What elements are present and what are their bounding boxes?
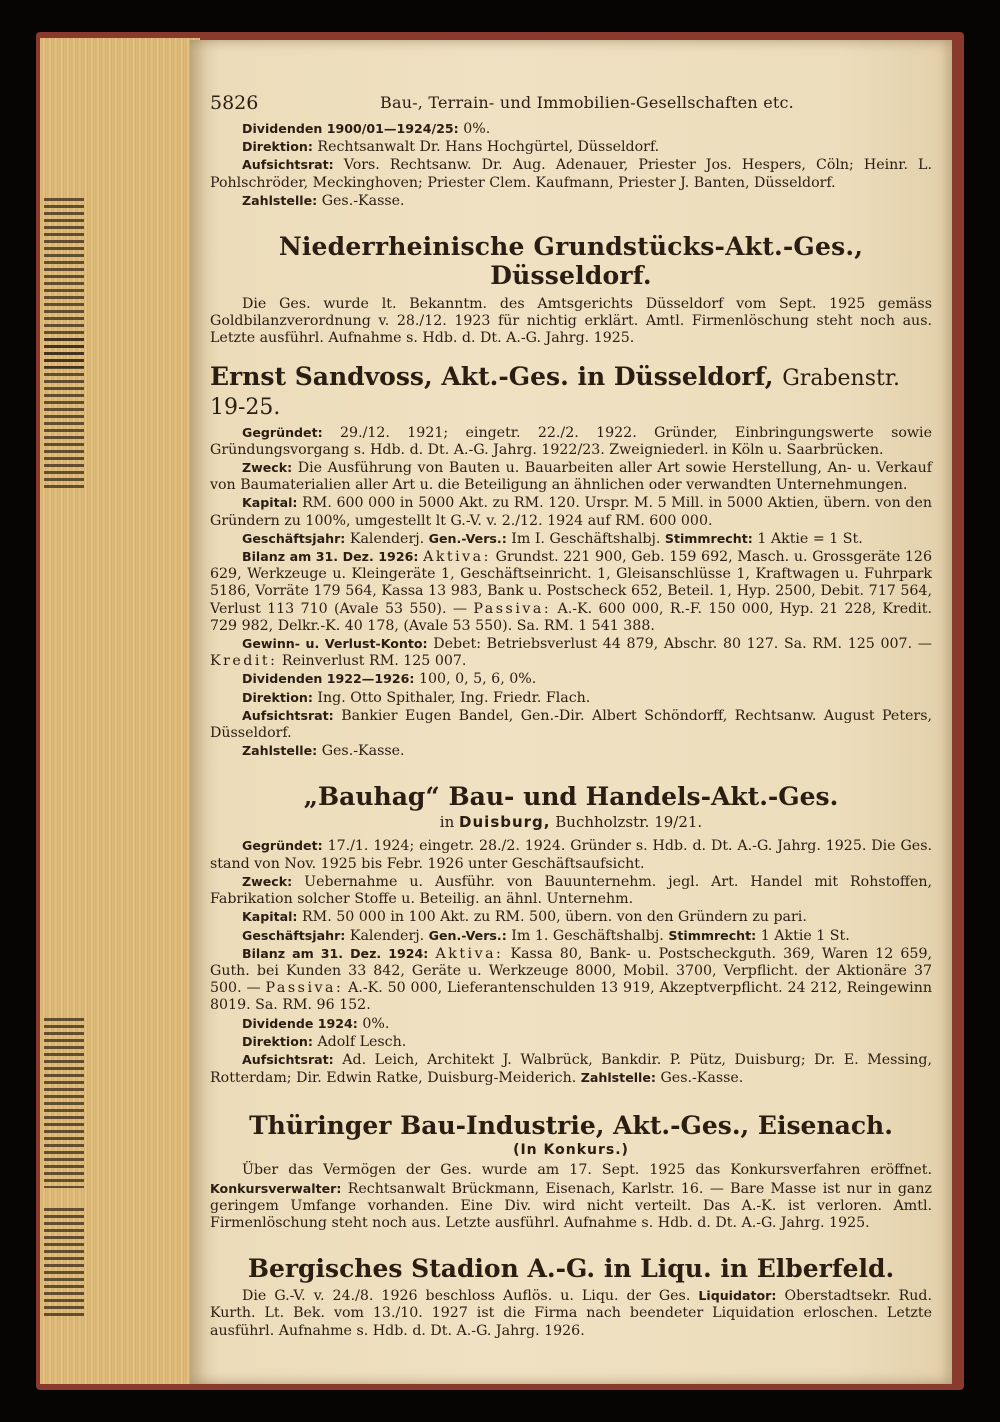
entry-niederrhein — [210, 232, 932, 348]
text: Kalenderj. — [349, 530, 425, 547]
label: Gewinn- u. Verlust-Konto: — [242, 636, 428, 652]
entry-text: Die Ges. wurde lt. Bekanntm. des Amtsgerichts Düsseldorf vom Sept. 1925 gemäss Goldbilanzverordnung v. 28./12. 1923 für nichtig erklärt. Amtl. Firmenlöschung steht noch aus. Letzte ausführl. Aufnahme s. Hdb. d. Dt. A.-G. Jahrg. 1925. — [210, 296, 932, 347]
text: Rechtsanwalt Brückmann, Eisenach, Karlstr. 16. — Bare Masse ist nur in ganz geringem Umfange vorhanden. Eine Div. wird nicht verteilt. Das A.-K. ist verloren. Amtl. Firmenlöschung steht noch aus. Letzte ausführl. Aufnahme s. Hdb. d. Dt. A.-G. Jahrg. 1925. — [210, 1180, 932, 1231]
label: Liquidator: — [698, 1288, 777, 1304]
label: Dividenden 1922—1926: — [242, 671, 415, 687]
passiva-word: Passiva: — [265, 980, 344, 997]
company-title: „Bauhag“ Bau- und Handels-Akt.-Ges. — [303, 782, 839, 812]
label: Geschäftsjahr: — [242, 530, 346, 546]
text: Kalenderj. — [349, 927, 425, 944]
label: Direktion: — [242, 689, 313, 705]
text: Ges.-Kasse. — [660, 1070, 744, 1087]
entry-bergisches — [210, 1254, 932, 1340]
text: Die G.-V. v. 24./8. 1926 beschloss Auflös. u. Liqu. der Ges. — [242, 1288, 691, 1305]
company-title: Thüringer Bau-Industrie, Akt.-Ges., Eisenach. — [249, 1111, 893, 1141]
label: Stimmrecht: — [664, 530, 753, 546]
page-number: 5826 — [210, 92, 259, 114]
passiva-word: Passiva: — [473, 600, 552, 617]
debet-word: Debet: — [433, 636, 481, 653]
running-title: Bau-, Terrain- und Immobilien-Gesellschaften etc. — [380, 93, 794, 112]
company-title: Bergisches Stadion A.-G. in Liqu. in Elberfeld. — [247, 1254, 895, 1284]
label: Gegründet: — [242, 424, 323, 440]
label: Direktion: — [242, 1033, 313, 1049]
text: 29./12. 1921; eingetr. 22./2. 1922. Gründer, Einbringungswerte sowie Gründungsvorgang s. Hdb. d. Dt. A.-G. Jahrg. 1922/23. Zweigniederl. in Köln u. Saarbrücken. — [210, 424, 932, 458]
text: Ing. Otto Spithaler, Ing. Friedr. Flach. — [317, 689, 591, 706]
text: Grundst. 221 900, Geb. 159 692, Masch. u. Grossgeräte 126 629, Werkzeuge u. Kleingeräte 1, Geschäftseinricht. 1, Gleisanschlüsse 1, Kraftwagen u. Fuhrpark 5186, Vorräte 179 564, Kassa 13 983, Bank u. Postscheck 652, Beteil. 1, Hyp. 2500, Debit. 717 564, Verlust 113 710 (Avale 53 550). — — [210, 549, 932, 617]
text: RM. 600 000 in 5000 Akt. zu RM. 120. Urspr. M. 5 Mill. in 5000 Aktien, übern. von den Gründern zu 100%, umgestellt lt G.-V. v. 2./12. 1924 auf RM. 600 000. — [210, 495, 932, 529]
text: Oberstadtsekr. Rud. Kurth. Lt. Bek. vom 13./10. 1927 ist die Firma nach beendeter Liquidation erloschen. Letzte ausführl. Aufnahme s. Hdb. d. Dt. A.-G. Jahrg. 1926. — [210, 1288, 932, 1339]
text: Über das Vermögen der Ges. wurde am 17. Sept. 1925 das Konkursverfahren eröffnet. — [242, 1162, 932, 1179]
label: Bilanz am 31. Dez. 1926: — [242, 549, 419, 565]
page-content — [210, 92, 932, 1340]
label: Kapital: — [242, 495, 298, 511]
text: 17./1. 1924; eingetr. 28./2. 1924. Gründer s. Hdb. d. Dt. A.-G. Jahrg. 1925. Die Ges. stand von Nov. 1925 bis Febr. 1926 unter Geschäftsaufsicht. — [210, 838, 932, 872]
label: Aufsichtsrat: — [242, 157, 334, 173]
label: Zweck: — [242, 873, 293, 889]
text: 1 Aktie 1 St. — [760, 927, 850, 944]
text: 100, 0, 5, 6, 0%. — [418, 671, 537, 688]
text: Bankier Eugen Bandel, Gen.-Dir. Albert Schöndorff, Rechtsanw. August Peters, Düsseldorf. — [210, 707, 932, 742]
book-page — [190, 40, 952, 1384]
entry-sandvoss — [210, 362, 932, 761]
text: Im 1. Geschäftshalbj. — [511, 927, 664, 944]
label: Dividende 1924: — [242, 1015, 358, 1031]
text: Ges.-Kasse. — [321, 192, 405, 209]
company-name: Ernst Sandvoss, Akt.-Ges. in Düsseldorf, — [210, 361, 774, 391]
entry-intro — [210, 120, 932, 210]
text: Kassa 80, Bank- u. Postscheckguth. 369, Waren 12 659, Guth. bei Kunden 33 842, Geräte u. Werkzeuge 8000, Mobil. 3700, Verpflicht. der Aktionäre 37 500. — — [210, 945, 932, 997]
company-address: Grabenstr. 19-25. — [210, 365, 900, 420]
company-location — [210, 813, 932, 831]
aktiva-word: Aktiva: — [423, 549, 491, 566]
label: Geschäftsjahr: — [242, 927, 346, 943]
entry-thueringer — [210, 1111, 932, 1232]
text: A.-K. 50 000, Lieferantenschulden 13 919, Akzeptverpflicht. 24 212, Reingewinn 8019. Sa. RM. 96 152. — [210, 980, 932, 1014]
text: 0%. — [362, 1015, 390, 1032]
label: Zahlstelle: — [242, 192, 318, 208]
loc-city: Duisburg, — [459, 813, 551, 832]
kredit-word: Kredit: — [210, 653, 278, 670]
text: Uebernahme u. Ausführ. von Bauunternehm. jegl. Art. Handel mit Rohstoffen, Fabrikation solcher Stoffe u. Beteilig. an ähnl. Unternehm. — [210, 873, 933, 908]
label: Gen.-Vers.: — [428, 927, 507, 943]
aktiva-word: Aktiva: — [435, 945, 504, 962]
label: Zweck: — [242, 460, 293, 476]
text: Rechtsanwalt Dr. Hans Hochgürtel, Düsseldorf. — [317, 139, 660, 156]
text: Ges.-Kasse. — [321, 743, 405, 760]
label: Direktion: — [242, 139, 313, 155]
label: Bilanz am 31. Dez. 1924: — [242, 945, 429, 961]
text: Die Ausführung von Bauten u. Bauarbeiten aller Art sowie Herstellung, An- u. Verkauf von Baumaterialien aller Art u. die Beteiligung an ähnlichen oder verwandten Unternehmungen. — [210, 460, 932, 494]
label: Zahlstelle: — [580, 1070, 656, 1086]
text: Ad. Leich, Architekt J. Walbrück, Bankdir. P. Pütz, Duisburg; Dr. E. Messing, Rotterdam; Dir. Edwin Ratke, Duisburg-Meiderich. — [210, 1051, 932, 1087]
label: Zahlstelle: — [242, 743, 318, 759]
label: Gen.-Vers.: — [428, 530, 507, 546]
text: Betriebsverlust 44 879, Abschr. 80 127. Sa. RM. 125 007. — — [486, 636, 932, 653]
text: Vors. Rechtsanw. Dr. Aug. Adenauer, Priester Jos. Hespers, Cöln; Heinr. L. Pohlschröder, Meckinghoven; Priester Clem. Kaufmann, Priester J. Banten, Düsseldorf. — [210, 157, 932, 191]
status-note: (In Konkurs.) — [513, 1142, 629, 1159]
text: A.-K. 600 000, R.-F. 150 000, Hyp. 21 228, Kredit. 729 982, Delkr.-K. 40 178, (Avale 53 550). Sa. RM. 1 541 388. — [210, 600, 932, 634]
label: Aufsichtsrat: — [242, 1051, 334, 1067]
text: Adolf Lesch. — [317, 1033, 407, 1050]
binding-marks — [40, 38, 88, 1384]
loc-street: Buchholzstr. 19/21. — [555, 813, 703, 832]
company-title — [210, 362, 932, 420]
label: Stimmrecht: — [668, 927, 757, 943]
running-header — [210, 92, 932, 120]
company-title: Niederrheinische Grundstücks-Akt.-Ges., Düsseldorf. — [278, 232, 864, 291]
text: Im I. Geschäftshalbj. — [511, 530, 661, 547]
text: 1 Aktie = 1 St. — [757, 530, 863, 547]
label: Aufsichtsrat: — [242, 707, 334, 723]
text: RM. 50 000 in 100 Akt. zu RM. 500, übern. von den Gründern zu pari. — [301, 909, 807, 926]
text: Reinverlust RM. 125 007. — [281, 653, 467, 670]
text: 0%. — [463, 121, 491, 137]
label: Kapital: — [242, 909, 298, 925]
entry-bauhag — [210, 782, 932, 1087]
label: Konkursverwalter: — [210, 1180, 342, 1196]
label: Dividenden 1900/01—1924/25: — [242, 121, 459, 136]
label: Gegründet: — [242, 838, 323, 854]
loc-in: in — [439, 813, 455, 832]
